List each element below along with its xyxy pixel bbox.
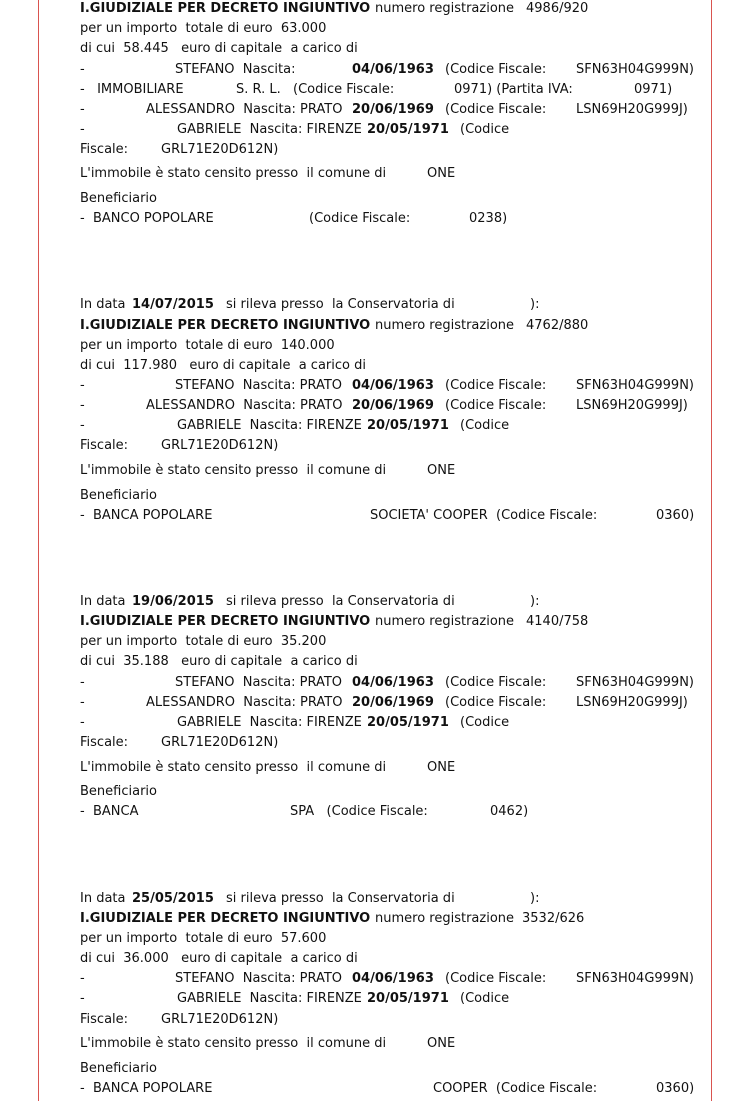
text-line-28-seg-3: (Codice bbox=[460, 715, 510, 730]
text-line-27-seg-1: ALESSANDRO Nascita: PRATO bbox=[146, 695, 343, 710]
text-line-23-seg-1: numero registrazione bbox=[375, 614, 515, 629]
text-line-38-seg-0: - bbox=[80, 991, 85, 1006]
text-line-24-seg-0: per un importo totale di euro 35.200 bbox=[80, 634, 327, 649]
text-line-40-seg-0: L'immobile è stato censito presso il comune di bbox=[80, 1036, 387, 1051]
text-line-12-seg-1: numero registrazione bbox=[375, 318, 515, 333]
text-line-42-seg-1: COOPER (Codice Fiscale: bbox=[433, 1081, 598, 1096]
text-line-12-seg-2: 4762/880 bbox=[526, 318, 589, 333]
text-line-37-seg-0: - bbox=[80, 971, 85, 986]
text-line-16-seg-1: ALESSANDRO Nascita: PRATO bbox=[146, 398, 343, 413]
text-line-23-seg-0: I.GIUDIZIALE PER DECRETO INGIUNTIVO bbox=[80, 614, 371, 629]
text-line-16-seg-4: LSN69H20G999J) bbox=[576, 398, 688, 413]
text-line-22-seg-1: 19/06/2015 bbox=[132, 594, 214, 609]
text-line-21-seg-1: SOCIETA' COOPER (Codice Fiscale: bbox=[370, 508, 598, 523]
text-line-42-seg-2: 0360) bbox=[656, 1081, 695, 1096]
text-line-17-seg-1: GABRIELE Nascita: FIRENZE bbox=[177, 418, 362, 433]
text-line-39-seg-0: Fiscale: bbox=[80, 1012, 129, 1027]
text-line-19-seg-0: L'immobile è stato censito presso il comune di bbox=[80, 463, 387, 478]
text-line-33-seg-3: ): bbox=[530, 891, 540, 906]
text-line-33-seg-0: In data bbox=[80, 891, 126, 906]
text-line-31-seg-0: Beneficiario bbox=[80, 784, 157, 799]
text-line-11-seg-1: 14/07/2015 bbox=[132, 297, 214, 312]
text-line-27-seg-3: (Codice Fiscale: bbox=[445, 695, 547, 710]
text-line-34-seg-0: I.GIUDIZIALE PER DECRETO INGIUNTIVO bbox=[80, 911, 371, 926]
text-line-10-seg-2: 0238) bbox=[469, 211, 508, 226]
text-line-1-seg-0: per un importo totale di euro 63.000 bbox=[80, 21, 327, 36]
text-line-6-seg-0: - bbox=[80, 122, 85, 137]
text-line-0-seg-0: I.GIUDIZIALE PER DECRETO INGIUNTIVO bbox=[80, 1, 371, 16]
text-line-32-seg-0: - BANCA bbox=[80, 804, 139, 819]
text-line-0-seg-2: 4986/920 bbox=[526, 1, 589, 16]
text-line-29-seg-1: GRL71E20D612N) bbox=[161, 735, 279, 750]
text-line-29-seg-0: Fiscale: bbox=[80, 735, 129, 750]
text-line-3-seg-0: - bbox=[80, 62, 85, 77]
text-line-18-seg-0: Fiscale: bbox=[80, 438, 129, 453]
text-line-37-seg-1: STEFANO Nascita: PRATO bbox=[175, 971, 343, 986]
text-line-28-seg-1: GABRIELE Nascita: FIRENZE bbox=[177, 715, 362, 730]
text-line-28-seg-0: - bbox=[80, 715, 85, 730]
text-line-11-seg-0: In data bbox=[80, 297, 126, 312]
text-line-7-seg-0: Fiscale: bbox=[80, 142, 129, 157]
text-line-15-seg-2: 04/06/1963 bbox=[352, 378, 434, 393]
text-line-6-seg-2: 20/05/1971 bbox=[367, 122, 449, 137]
text-line-30-seg-0: L'immobile è stato censito presso il comune di bbox=[80, 760, 387, 775]
text-line-14-seg-0: di cui 117.980 euro di capitale a carico di bbox=[80, 358, 366, 373]
text-line-12-seg-0: I.GIUDIZIALE PER DECRETO INGIUNTIVO bbox=[80, 318, 371, 333]
text-line-4-seg-2: (Codice Fiscale: bbox=[293, 82, 395, 97]
text-line-5-seg-4: LSN69H20G999J) bbox=[576, 102, 688, 117]
text-line-15-seg-4: SFN63H04G999N) bbox=[576, 378, 694, 393]
text-line-5-seg-0: - bbox=[80, 102, 85, 117]
text-line-5-seg-3: (Codice Fiscale: bbox=[445, 102, 547, 117]
text-line-35-seg-0: per un importo totale di euro 57.600 bbox=[80, 931, 327, 946]
text-line-26-seg-4: SFN63H04G999N) bbox=[576, 675, 694, 690]
text-line-19-seg-1: ONE bbox=[427, 463, 456, 478]
text-line-11-seg-2: si rileva presso la Conservatoria di bbox=[226, 297, 455, 312]
text-line-16-seg-3: (Codice Fiscale: bbox=[445, 398, 547, 413]
text-line-40-seg-1: ONE bbox=[427, 1036, 456, 1051]
text-line-27-seg-4: LSN69H20G999J) bbox=[576, 695, 688, 710]
text-line-7-seg-1: GRL71E20D612N) bbox=[161, 142, 279, 157]
text-line-6-seg-3: (Codice bbox=[460, 122, 510, 137]
page-border-left bbox=[38, 0, 39, 1101]
text-line-39-seg-1: GRL71E20D612N) bbox=[161, 1012, 279, 1027]
text-line-21-seg-0: - BANCA POPOLARE bbox=[80, 508, 213, 523]
text-line-34-seg-2: 3532/626 bbox=[522, 911, 585, 926]
text-line-34-seg-1: numero registrazione bbox=[375, 911, 515, 926]
text-line-3-seg-2: 04/06/1963 bbox=[352, 62, 434, 77]
text-line-10-seg-1: (Codice Fiscale: bbox=[309, 211, 411, 226]
text-line-20-seg-0: Beneficiario bbox=[80, 488, 157, 503]
text-line-15-seg-1: STEFANO Nascita: PRATO bbox=[175, 378, 343, 393]
text-line-9-seg-0: Beneficiario bbox=[80, 191, 157, 206]
text-line-10-seg-0: - BANCO POPOLARE bbox=[80, 211, 214, 226]
text-line-32-seg-2: 0462) bbox=[490, 804, 529, 819]
text-line-4-seg-1: S. R. L. bbox=[236, 82, 281, 97]
text-line-15-seg-0: - bbox=[80, 378, 85, 393]
text-line-18-seg-1: GRL71E20D612N) bbox=[161, 438, 279, 453]
text-line-4-seg-0: - IMMOBILIARE bbox=[80, 82, 184, 97]
text-line-41-seg-0: Beneficiario bbox=[80, 1061, 157, 1076]
text-line-26-seg-0: - bbox=[80, 675, 85, 690]
text-line-21-seg-2: 0360) bbox=[656, 508, 695, 523]
text-line-8-seg-0: L'immobile è stato censito presso il comune di bbox=[80, 166, 387, 181]
text-line-33-seg-1: 25/05/2015 bbox=[132, 891, 214, 906]
text-line-0-seg-1: numero registrazione bbox=[375, 1, 515, 16]
text-line-27-seg-0: - bbox=[80, 695, 85, 710]
text-line-33-seg-2: si rileva presso la Conservatoria di bbox=[226, 891, 455, 906]
text-line-3-seg-3: (Codice Fiscale: bbox=[445, 62, 547, 77]
text-line-5-seg-1: ALESSANDRO Nascita: PRATO bbox=[146, 102, 343, 117]
text-line-22-seg-0: In data bbox=[80, 594, 126, 609]
text-line-36-seg-0: di cui 36.000 euro di capitale a carico di bbox=[80, 951, 358, 966]
text-line-4-seg-4: 0971) bbox=[634, 82, 673, 97]
text-line-3-seg-4: SFN63H04G999N) bbox=[576, 62, 694, 77]
text-line-17-seg-3: (Codice bbox=[460, 418, 510, 433]
text-line-38-seg-1: GABRIELE Nascita: FIRENZE bbox=[177, 991, 362, 1006]
text-line-26-seg-2: 04/06/1963 bbox=[352, 675, 434, 690]
text-line-26-seg-1: STEFANO Nascita: PRATO bbox=[175, 675, 343, 690]
text-line-22-seg-2: si rileva presso la Conservatoria di bbox=[226, 594, 455, 609]
text-line-37-seg-4: SFN63H04G999N) bbox=[576, 971, 694, 986]
text-line-38-seg-3: (Codice bbox=[460, 991, 510, 1006]
text-line-27-seg-2: 20/06/1969 bbox=[352, 695, 434, 710]
text-line-16-seg-0: - bbox=[80, 398, 85, 413]
text-line-23-seg-2: 4140/758 bbox=[526, 614, 589, 629]
text-line-37-seg-3: (Codice Fiscale: bbox=[445, 971, 547, 986]
text-line-2-seg-0: di cui 58.445 euro di capitale a carico di bbox=[80, 41, 358, 56]
text-line-26-seg-3: (Codice Fiscale: bbox=[445, 675, 547, 690]
text-line-25-seg-0: di cui 35.188 euro di capitale a carico di bbox=[80, 654, 358, 669]
text-line-13-seg-0: per un importo totale di euro 140.000 bbox=[80, 338, 335, 353]
text-line-6-seg-1: GABRIELE Nascita: FIRENZE bbox=[177, 122, 362, 137]
text-line-5-seg-2: 20/06/1969 bbox=[352, 102, 434, 117]
text-line-17-seg-0: - bbox=[80, 418, 85, 433]
text-line-28-seg-2: 20/05/1971 bbox=[367, 715, 449, 730]
text-line-11-seg-3: ): bbox=[530, 297, 540, 312]
text-line-4-seg-3: 0971) (Partita IVA: bbox=[454, 82, 573, 97]
text-line-8-seg-1: ONE bbox=[427, 166, 456, 181]
text-line-42-seg-0: - BANCA POPOLARE bbox=[80, 1081, 213, 1096]
text-line-38-seg-2: 20/05/1971 bbox=[367, 991, 449, 1006]
text-line-3-seg-1: STEFANO Nascita: bbox=[175, 62, 296, 77]
text-line-16-seg-2: 20/06/1969 bbox=[352, 398, 434, 413]
text-line-32-seg-1: SPA (Codice Fiscale: bbox=[290, 804, 428, 819]
text-line-22-seg-3: ): bbox=[530, 594, 540, 609]
text-line-17-seg-2: 20/05/1971 bbox=[367, 418, 449, 433]
page-border-right bbox=[711, 0, 712, 1101]
text-line-30-seg-1: ONE bbox=[427, 760, 456, 775]
text-line-15-seg-3: (Codice Fiscale: bbox=[445, 378, 547, 393]
text-line-37-seg-2: 04/06/1963 bbox=[352, 971, 434, 986]
